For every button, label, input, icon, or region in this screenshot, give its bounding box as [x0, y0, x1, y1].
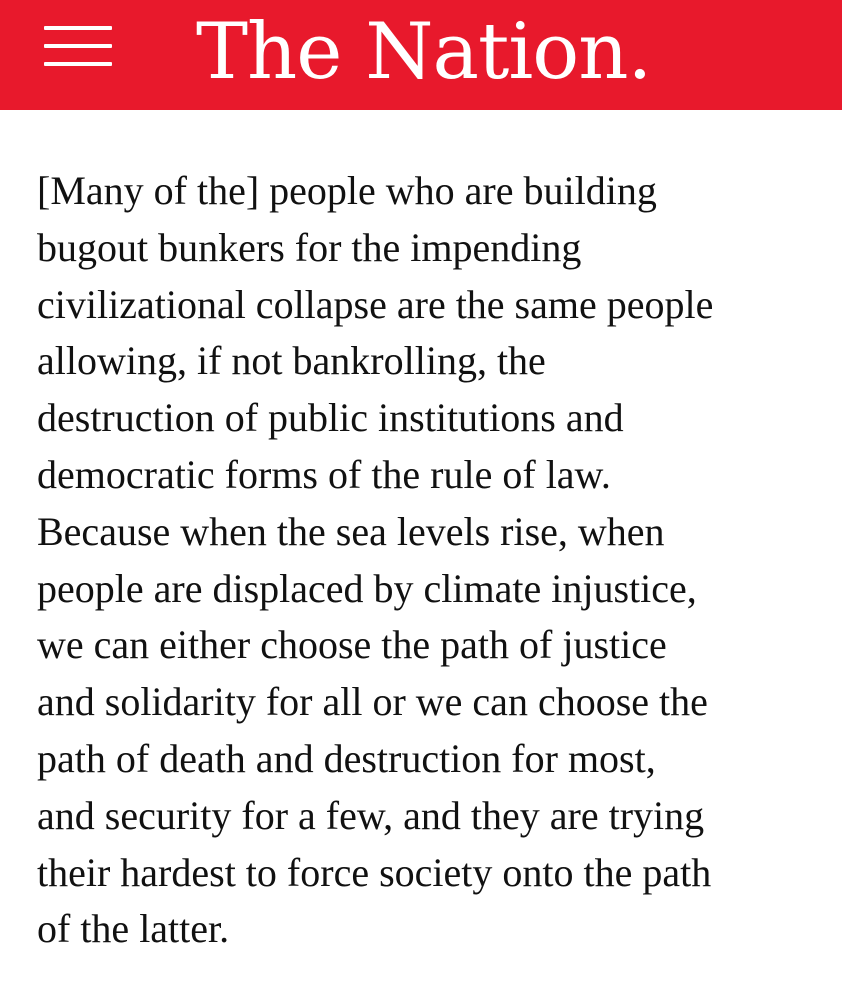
quote-line: and solidarity for all or we can choose the	[37, 679, 708, 725]
article-quote	[37, 163, 827, 958]
quote-line: of the latter.	[37, 906, 230, 952]
quote-line: democratic forms of the rule of law.	[37, 451, 611, 497]
menu-button[interactable]	[40, 14, 116, 70]
quote-line: their hardest to force society onto the path	[37, 849, 712, 895]
quote-line: path of death and destruction for most,	[37, 735, 656, 781]
quote-line: people are displaced by climate injustice,	[37, 565, 697, 611]
quote-line: bugout bunkers for the impending	[37, 224, 582, 270]
quote-line: destruction of public institutions and	[37, 395, 624, 441]
article-body	[37, 163, 827, 958]
site-logo[interactable]: The Nation.	[196, 7, 652, 97]
quote-line: civilizational collapse are the same people	[37, 281, 714, 327]
site-header	[0, 0, 842, 110]
quote-line: Because when the sea levels rise, when	[37, 508, 665, 554]
quote-line: we can either choose the path of justice	[37, 622, 667, 668]
quote-line: [Many of the] people who are building	[37, 168, 657, 213]
quote-line: and security for a few, and they are trying	[37, 792, 705, 838]
quote-line: allowing, if not bankrolling, the	[37, 338, 546, 384]
